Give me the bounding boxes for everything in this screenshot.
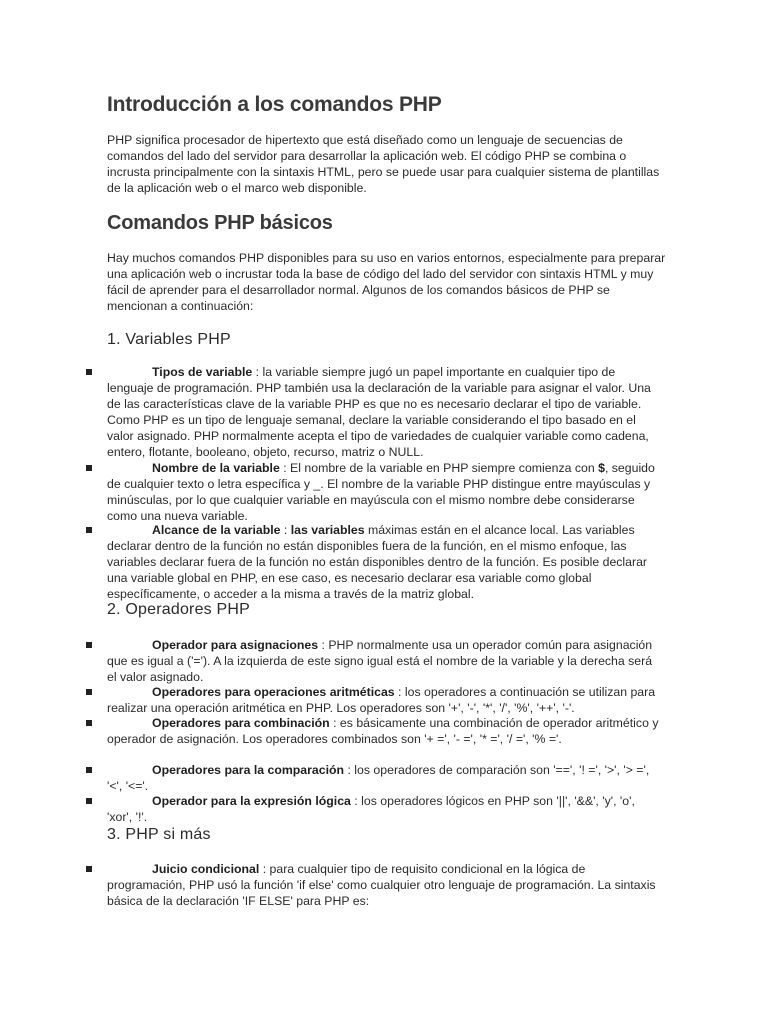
list-item-logical-operators — [107, 793, 659, 825]
list-item-variable-scope — [107, 522, 659, 602]
term-label: Operadores para operaciones aritméticas — [152, 685, 395, 699]
item-text: : los operadores a continuación se utilizan para realizar una operación aritmética en PHP. Los operadores son '+', '-', '*', '/', '%', '++', '-'. — [107, 685, 656, 715]
term-label: Operador para asignaciones — [152, 638, 319, 652]
list-item-comparison-operators — [107, 762, 659, 794]
section-heading-if-else: 3. PHP si más — [107, 826, 211, 843]
term-label: Alcance de la variable — [152, 523, 281, 537]
term-label: las variables — [290, 523, 365, 537]
item-text: : la variable siempre jugó un papel importante en cualquier tipo de lenguaje de programación. PHP también usa la declaración de la variable para asignar el valor. Una de las características clave de la variable PHP es que no es necesario declarar el tipo de variable. Como PHP es un tipo de lenguaje semanal, declare la variable considerando el tipo basado en el valor asignado. PHP normalmente acepta el tipo de variedades de cualquier variable como cadena, entero, flotante, booleano, objeto, recurso, matriz o NULL. — [107, 365, 651, 459]
list-item-conditional — [107, 861, 659, 909]
item-text: : es básicamente una combinación de operador aritmético y operador de asignación. Los operadores combinados son '+ =', '- =', '* =', '/ =', '% ='. — [107, 716, 659, 746]
bullet-marker — [86, 527, 92, 533]
list-item-combination-operators — [107, 715, 659, 747]
term-label: Operadores para la comparación — [152, 763, 345, 777]
list-item-variable-types — [107, 364, 659, 460]
section-heading-variables: 1. Variables PHP — [107, 331, 231, 348]
bullet-marker — [86, 642, 92, 648]
item-text: : PHP normalmente usa un operador común para asignación que es igual a ('='). A la izquierda de este signo igual está el nombre de la variable y la derecha será el valor asignado. — [107, 638, 653, 684]
page-title: Introducción a los comandos PHP — [107, 93, 442, 116]
section-heading-basic: Comandos PHP básicos — [107, 212, 333, 234]
item-text: : los operadores de comparación son '==', '! =', '>', '> =', '<', '<='. — [107, 763, 650, 793]
list-item-assignment-operator — [107, 637, 659, 685]
intro-paragraph: PHP significa procesador de hipertexto que está diseñado como un lenguaje de secuencias de comandos del lado del servidor para desarrollar la aplicación web. El código PHP se combina o incrusta principalmente con la sintaxis HTML, pero se puede usar para cualquier sistema de plantillas de la aplicación web o el marco web disponible. — [107, 133, 660, 195]
bullet-marker — [86, 369, 92, 375]
item-text: : para cualquier tipo de requisito condicional en la lógica de programación, PHP usó la función 'if else' como cualquier otro lenguaje de programación. La sintaxis básica de la declaración 'IF ELSE' para PHP es: — [107, 862, 656, 908]
bullet-marker — [86, 798, 92, 804]
item-text: : El nombre de la variable en PHP siempre comienza con — [279, 461, 599, 475]
section-heading-operators: 2. Operadores PHP — [107, 601, 251, 618]
bullet-marker — [86, 720, 92, 726]
term-label: Nombre de la variable — [152, 461, 280, 475]
item-text: : los operadores lógicos en PHP son '||', '&&', 'y', 'o', 'xor', '!'. — [107, 794, 635, 824]
item-text: : — [280, 523, 291, 537]
list-item-arithmetic-operators — [107, 684, 659, 716]
term-label: Operadores para combinación — [152, 716, 330, 730]
item-text: , seguido de cualquier texto o letra específica y _. El nombre de la variable PHP distingue entre mayúsculas y minúsculas, por lo que cualquier variable en mayúscula con el mismo nombre debe considerarse como una nueva variable. — [107, 461, 655, 523]
term-label: Tipos de variable — [152, 365, 253, 379]
basic-paragraph: Hay muchos comandos PHP disponibles para su uso en varios entornos, especialmente para preparar una aplicación web o incrustar toda la base de código del lado del servidor con sintaxis HTML y muy fácil de aprender para el desarrollador normal. Algunos de los comandos básicos de PHP se mencionan a continuación: — [107, 251, 666, 313]
item-text: máximas están en el alcance local. Las variables declarar dentro de la función no están disponibles fuera de la función, en el mismo enfoque, las variables declarar fuera de la función no están disponibles dentro de la función. Es posible declarar una variable global en PHP, en ese caso, es necesario declarar esa variable como global específicamente, o acceder a la misma a través de la matriz global. — [107, 523, 648, 601]
bullet-marker — [86, 866, 92, 872]
term-label: Juicio condicional — [152, 862, 260, 876]
bullet-marker — [86, 465, 92, 471]
bullet-marker — [86, 689, 92, 695]
dollar-sign: $ — [598, 461, 605, 475]
bullet-marker — [86, 767, 92, 773]
list-item-variable-name — [107, 460, 659, 524]
term-label: Operador para la expresión lógica — [152, 794, 351, 808]
